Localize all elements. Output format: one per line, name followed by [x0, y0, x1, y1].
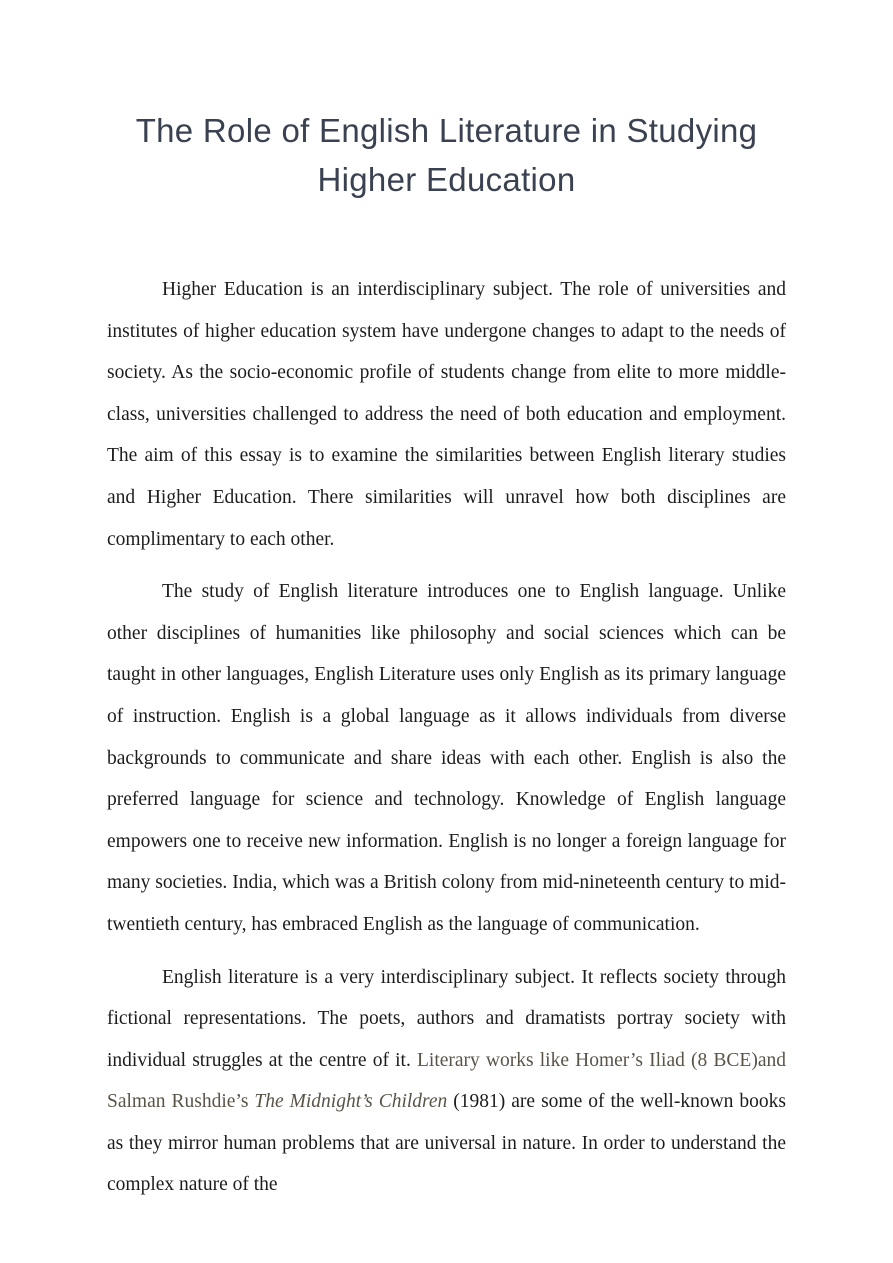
book-title-midnights-children: The Midnight’s Children	[254, 1091, 448, 1113]
document-body	[107, 269, 786, 1206]
paragraph-literature-society	[107, 957, 786, 1207]
document-title: The Role of English Literature in Studying Higher Education	[135, 112, 758, 198]
paragraph-english-language: The study of English literature introduces one to English language. Unlike other disciplines of humanities like philosophy and social sciences which can be taught in other languages, English Literature uses only English as its primary language of instruction. English is a global language as it allows individuals from diverse backgrounds to communicate and share ideas with each other. English is also the preferred language for science and technology. Knowledge of English language empowers one to receive new information. English is no longer a foreign language for many societies. India, which was a British colony from mid-nineteenth century to mid-twentieth century, has embraced English as the language of communication.	[107, 581, 786, 935]
paragraph-segment-accent: Literary works like Homer’s Iliad (8 BCE)and Salman Rushdie’s	[107, 1049, 786, 1113]
paragraph-segment-normal-close: (1981) are some of the well-known books as they mirror human problems that are universal in nature. In order to understand the complex nature of the	[107, 1091, 786, 1196]
paragraph-segment-normal-lead: English literature is a very interdisciplinary subject. It reflects society through fictional representations. The poets, authors and dramatists portray society with individual struggles at the centre of it.	[107, 966, 786, 1071]
paragraph-intro: Higher Education is an interdisciplinary subject. The role of universities and institutes of higher education system have undergone changes to adapt to the needs of society. As the socio-economic profile of students change from elite to more middle-class, universities challenged to address the need of both education and employment. The aim of this essay is to examine the similarities between English literary studies and Higher Education. There similarities will unravel how both disciplines are complimentary to each other.	[107, 279, 786, 550]
